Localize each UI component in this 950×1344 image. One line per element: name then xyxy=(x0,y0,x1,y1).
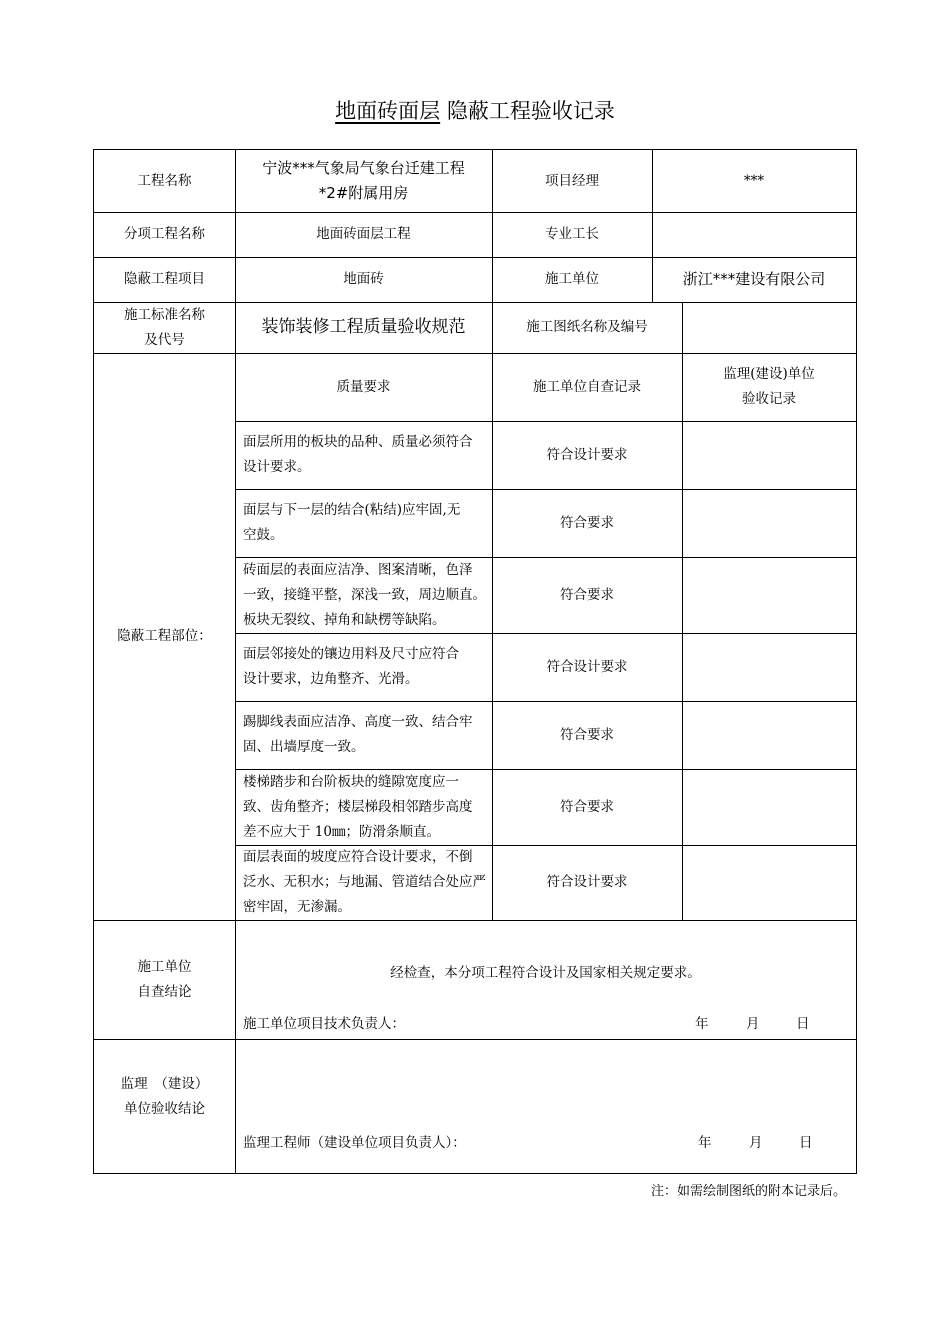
standard-label-line2: 及代号 xyxy=(144,331,185,348)
self-check-result: 符合要求 xyxy=(560,514,614,531)
req-line: 差不应大于 10㎜；防滑条顺直。 xyxy=(243,823,440,840)
self-conclusion-label xyxy=(94,920,235,1039)
req-line: 面层邻接处的镶边用料及尺寸应符合 xyxy=(243,646,459,662)
self-conclusion-signer: 施工单位项目技术负责人： xyxy=(243,1016,405,1032)
title-rest: 隐蔽工程验收记录 xyxy=(446,99,615,123)
foreman-label: 专业工长 xyxy=(545,226,599,242)
drawing-label: 施工图纸名称及编号 xyxy=(526,319,648,335)
page-title xyxy=(0,95,950,125)
requirement-text xyxy=(243,710,473,760)
req-line: 泛水、无积水；与地漏、管道结合处应严 xyxy=(243,874,486,890)
supervision-conclusion-label xyxy=(94,1039,235,1173)
drawing-value xyxy=(682,302,856,353)
table-row xyxy=(235,845,492,920)
req-line: 板块无裂纹、掉角和缺楞等缺陷。 xyxy=(243,611,446,628)
project-name-line1: 宁波***气象局气象台迁建工程 xyxy=(262,159,465,177)
supervision-header-line2: 验收记录 xyxy=(742,391,796,407)
requirement-text xyxy=(243,558,486,633)
self-check-result: 符合设计要求 xyxy=(546,446,628,463)
requirement-text xyxy=(243,498,460,548)
contractor-label: 施工单位 xyxy=(545,271,599,287)
req-line: 致、齿角整齐；楼层梯段相邻踏步高度 xyxy=(243,798,473,815)
self-check-result: 符合要求 xyxy=(560,798,614,815)
self-check-result: 符合设计要求 xyxy=(546,658,628,675)
self-conclusion-day: 日 xyxy=(796,1016,810,1032)
supervision-conclusion-label-line2: 单位验收结论 xyxy=(124,1101,205,1117)
supervision-conclusion-day: 日 xyxy=(799,1135,813,1151)
inspection-form xyxy=(93,149,857,1174)
req-line: 踢脚线表面应洁净、高度一致、结合牢 xyxy=(243,714,473,730)
standard-label-line1: 施工标准名称 xyxy=(124,306,205,323)
title-underlined: 地面砖面层 xyxy=(335,99,441,123)
hidden-item-label: 隐蔽工程项目 xyxy=(124,271,205,287)
table-row xyxy=(235,633,492,701)
self-conclusion-month: 月 xyxy=(746,1016,760,1032)
sub-project-value: 地面砖面层工程 xyxy=(316,226,411,242)
req-line: 面层所用的板块的品种、质量必须符合 xyxy=(243,434,473,450)
project-name-line2: *2#附属用房 xyxy=(318,184,409,202)
self-check-result: 符合设计要求 xyxy=(546,874,628,890)
self-check-header: 施工单位自查记录 xyxy=(533,378,641,395)
hidden-item-value: 地面砖 xyxy=(343,271,384,287)
requirement-text xyxy=(243,770,473,845)
supervision-conclusion-year: 年 xyxy=(698,1135,712,1151)
requirement-text xyxy=(243,845,486,920)
supervision-conclusion-signer: 监理工程师（建设单位项目负责人）： xyxy=(243,1135,466,1151)
supervision-header xyxy=(682,353,856,421)
req-line: 设计要求，边角整齐、光滑。 xyxy=(243,671,419,687)
self-conclusion-year: 年 xyxy=(695,1016,709,1032)
footnote: 注：如需绘制图纸的附本记录后。 xyxy=(650,1184,846,1199)
hidden-section-label: 隐蔽工程部位： xyxy=(117,628,212,644)
req-line: 设计要求。 xyxy=(243,459,311,475)
quality-header: 质量要求 xyxy=(336,378,391,395)
req-line: 空鼓。 xyxy=(243,527,284,543)
self-check-result: 符合要求 xyxy=(560,586,614,603)
manager-label: 项目经理 xyxy=(545,172,599,189)
self-conclusion-statement: 经检查，本分项工程符合设计及国家相关规定要求。 xyxy=(390,965,701,981)
table-row xyxy=(235,557,492,633)
table-row xyxy=(235,769,492,845)
req-line: 砖面层的表面应洁净、图案清晰，色泽 xyxy=(243,561,473,578)
req-line: 一致，接缝平整，深浅一致，周边顺直。 xyxy=(243,586,486,603)
table-row xyxy=(235,489,492,557)
requirement-text xyxy=(243,642,459,692)
supervision-conclusion-month: 月 xyxy=(749,1135,763,1151)
standard-label xyxy=(94,302,235,353)
self-conclusion-label-line1: 施工单位 xyxy=(137,958,192,975)
table-row xyxy=(235,421,492,489)
req-line: 面层表面的坡度应符合设计要求，不倒 xyxy=(243,849,473,865)
manager-value: *** xyxy=(743,172,765,189)
req-line: 密牢固，无渗漏。 xyxy=(243,899,351,915)
table-row xyxy=(235,701,492,769)
req-line: 固、出墙厚度一致。 xyxy=(243,739,365,755)
sub-project-label: 分项工程名称 xyxy=(124,226,205,242)
supervision-header-line1: 监理(建设)单位 xyxy=(723,366,815,382)
project-name-value xyxy=(235,150,492,212)
req-line: 楼梯踏步和台阶板块的缝隙宽度应一 xyxy=(243,773,459,790)
supervision-conclusion-label-line1: 监理 （建设） xyxy=(120,1076,209,1092)
self-check-result: 符合要求 xyxy=(560,726,614,743)
standard-value: 装饰装修工程质量验收规范 xyxy=(261,317,466,337)
contractor-value: 浙江***建设有限公司 xyxy=(682,270,826,288)
requirement-text xyxy=(243,430,473,480)
self-conclusion-label-line2: 自查结论 xyxy=(137,983,192,1000)
req-line: 面层与下一层的结合(粘结)应牢固,无 xyxy=(243,502,461,518)
project-name-label: 工程名称 xyxy=(137,172,192,189)
foreman-value xyxy=(652,212,856,257)
